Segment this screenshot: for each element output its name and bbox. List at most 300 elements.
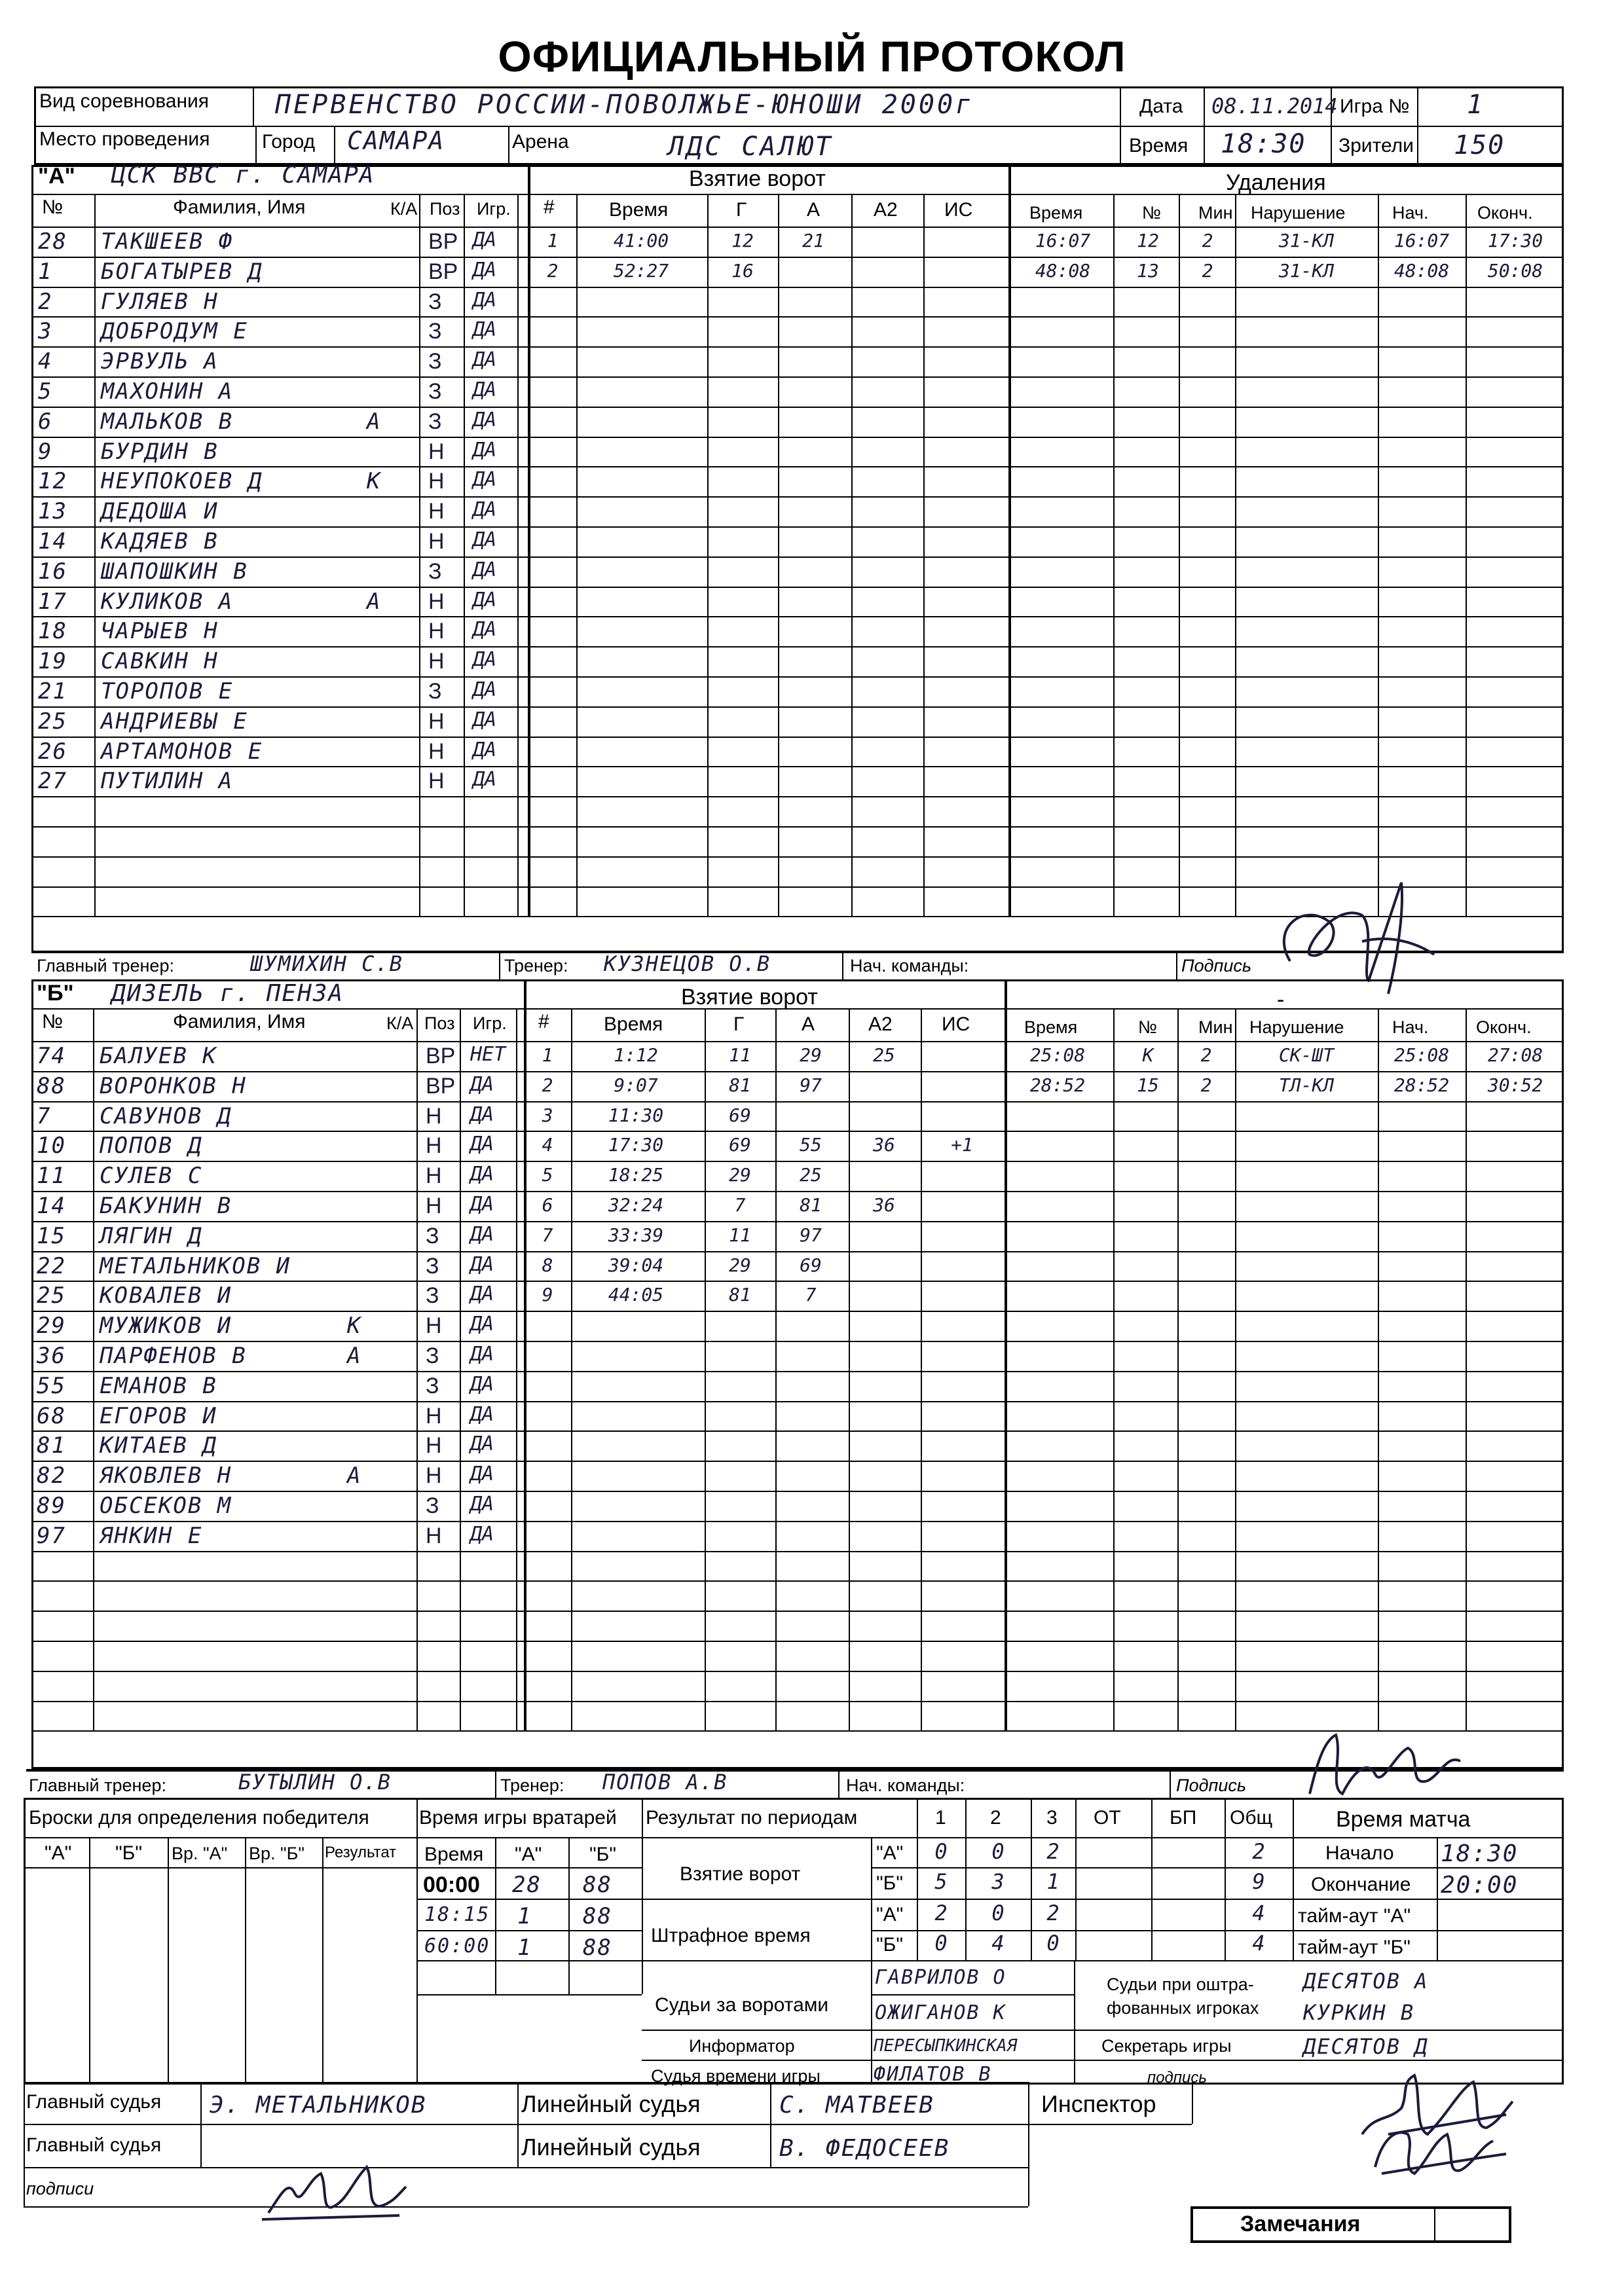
col-hash: # bbox=[544, 196, 555, 218]
period-col-2: 2 bbox=[990, 1807, 1001, 1829]
col-pen-min-b: Мин bbox=[1198, 1017, 1233, 1037]
inspector-signature bbox=[1356, 2108, 1513, 2187]
spectators-value: 150 bbox=[1454, 130, 1505, 160]
period-goals-b-3: 1 bbox=[1046, 1869, 1060, 1894]
penalty-player: К bbox=[1142, 1044, 1154, 1066]
goal-scorer: 81 bbox=[729, 1284, 751, 1306]
player-name: КАДЯЕВ В bbox=[101, 528, 219, 555]
team-a-chief-label: Нач. команды: bbox=[850, 956, 969, 975]
goal-scorer: 11 bbox=[729, 1044, 751, 1066]
team-a-head-coach: ШУМИХИН С.В bbox=[250, 951, 403, 976]
player-name: САВКИН Н bbox=[101, 648, 219, 675]
document-title: ОФИЦИАЛЬНЫЙ ПРОТОКОЛ bbox=[498, 32, 1126, 81]
date-label: Дата bbox=[1139, 96, 1183, 117]
player-name: ЭРВУЛЬ А bbox=[101, 348, 219, 375]
player-position: Н bbox=[426, 1523, 442, 1548]
timeout-a-label: тайм-аут "А" bbox=[1298, 1905, 1411, 1927]
player-name: ЧАРЫЕВ Н bbox=[101, 618, 219, 645]
shootout-col-gka: Вр. "А" bbox=[172, 1844, 228, 1863]
period-pim-a-6: 4 bbox=[1252, 1901, 1265, 1925]
goal-assist: 97 bbox=[800, 1074, 822, 1096]
goal-assist: 7 bbox=[805, 1284, 817, 1306]
period-col-so: БП bbox=[1170, 1807, 1197, 1829]
goalie-row-2-a: 1 bbox=[517, 1903, 532, 1929]
player-captain: А bbox=[347, 1343, 362, 1369]
goal-time: 44:05 bbox=[608, 1284, 664, 1306]
player-position: Н bbox=[428, 619, 445, 644]
player-played: ДА bbox=[470, 1102, 494, 1126]
goal-assist-2: 36 bbox=[873, 1194, 895, 1216]
goal-time: 18:25 bbox=[608, 1164, 664, 1186]
goal-assist: 25 bbox=[800, 1164, 822, 1186]
player-number: 55 bbox=[37, 1372, 66, 1399]
period-goals-a-2: 0 bbox=[991, 1839, 1005, 1864]
player-position: Н bbox=[428, 708, 445, 734]
player-played: ДА bbox=[470, 1193, 494, 1216]
team-b-head-coach: БУТЫЛИН О.В bbox=[238, 1770, 392, 1795]
goal-assist: 55 bbox=[800, 1134, 822, 1156]
periods-pim-b-tag: "Б" bbox=[876, 1934, 903, 1956]
penalty-player: 15 bbox=[1137, 1074, 1159, 1096]
player-position: З bbox=[426, 1283, 439, 1309]
secretary: ДЕСЯТОВ Д bbox=[1303, 2034, 1429, 2059]
col-pen-start-b: Нач. bbox=[1392, 1017, 1429, 1037]
goal-time: 1:12 bbox=[614, 1044, 658, 1066]
team-a-tag: "А" bbox=[38, 164, 75, 189]
period-pim-b-1: 0 bbox=[934, 1931, 948, 1956]
player-name: АНДРИЕВЫ Е bbox=[101, 708, 248, 735]
player-number: 14 bbox=[37, 1193, 66, 1219]
periods-pim-label: Штрафное время bbox=[651, 1925, 811, 1946]
player-number: 68 bbox=[37, 1402, 66, 1429]
penalty-minutes: 2 bbox=[1200, 1074, 1212, 1096]
player-played: ДА bbox=[470, 1222, 494, 1246]
player-played: ДА bbox=[470, 1343, 494, 1366]
linesman-2: В. ФЕДОСЕЕВ bbox=[779, 2135, 950, 2162]
shootout-col-b: "Б" bbox=[115, 1842, 142, 1864]
goal-scorer: 81 bbox=[729, 1074, 751, 1096]
timekeeper: ФИЛАТОВ В bbox=[874, 2063, 992, 2086]
penalty-minutes: 2 bbox=[1200, 1044, 1212, 1066]
player-position: Н bbox=[426, 1163, 442, 1189]
periods-title: Результат по периодам bbox=[646, 1807, 858, 1829]
col-pen-end: Оконч. bbox=[1477, 203, 1533, 223]
player-number: 2 bbox=[38, 288, 53, 315]
player-position: Н bbox=[426, 1433, 442, 1459]
game-label: Игра № bbox=[1340, 96, 1410, 117]
col-played: Игр. bbox=[477, 199, 511, 219]
player-played: ДА bbox=[470, 1072, 494, 1096]
goal-number: 3 bbox=[542, 1104, 553, 1126]
col-pos: Поз bbox=[430, 199, 460, 219]
player-name: ТАКШЕЕВ Ф bbox=[101, 228, 234, 255]
player-name: ВОРОНКОВ Н bbox=[100, 1072, 247, 1099]
goalie-row-1-a: 28 bbox=[512, 1872, 542, 1898]
penalty-minutes: 2 bbox=[1202, 259, 1213, 282]
player-position: Н bbox=[428, 738, 445, 764]
goal-assist: 21 bbox=[802, 230, 824, 251]
period-goals-b-6: 9 bbox=[1252, 1869, 1265, 1894]
period-goals-a-1: 0 bbox=[934, 1839, 948, 1864]
player-name: КУЛИКОВ А bbox=[101, 588, 234, 615]
player-name: САВУНОВ Д bbox=[100, 1102, 232, 1129]
player-played: ДА bbox=[473, 678, 497, 701]
goal-assist: 97 bbox=[800, 1224, 822, 1246]
period-col-3: 3 bbox=[1046, 1807, 1058, 1829]
goalie-row-1-time: 00:00 bbox=[423, 1872, 480, 1897]
team-a-head-coach-label: Главный тренер: bbox=[37, 956, 174, 975]
match-end: 20:00 bbox=[1441, 1872, 1519, 1899]
player-position: Н bbox=[428, 769, 445, 794]
col-g-b: Г bbox=[733, 1013, 745, 1035]
period-pim-b-2: 4 bbox=[991, 1931, 1005, 1956]
city-value: САМАРА bbox=[347, 126, 445, 155]
team-a-name: ЦСК ВВС г. САМАРА bbox=[111, 162, 375, 189]
penalty-player: 12 bbox=[1137, 230, 1159, 251]
goal-number: 9 bbox=[542, 1284, 553, 1306]
col-pen-viol: Нарушение bbox=[1251, 203, 1346, 223]
player-number: 97 bbox=[37, 1522, 66, 1549]
player-name: КИТАЕВ Д bbox=[100, 1432, 217, 1459]
player-number: 74 bbox=[37, 1043, 66, 1069]
player-number: 82 bbox=[37, 1463, 66, 1489]
goal-time: 39:04 bbox=[608, 1254, 664, 1276]
team-b-head-coach-label: Главный тренер: bbox=[29, 1776, 166, 1795]
player-name: СУЛЕВ С bbox=[100, 1163, 203, 1190]
col-pen-time: Время bbox=[1029, 203, 1083, 223]
player-number: 13 bbox=[38, 498, 67, 525]
player-captain: К bbox=[367, 468, 382, 495]
penalty-minutes: 2 bbox=[1202, 230, 1213, 251]
player-position: З bbox=[426, 1223, 439, 1248]
player-played: ДА bbox=[473, 228, 497, 251]
shootout-title: Броски для определения победителя bbox=[29, 1807, 369, 1829]
col-is: ИС bbox=[944, 199, 973, 221]
player-number: 81 bbox=[37, 1432, 66, 1459]
goal-number: 1 bbox=[542, 1044, 553, 1066]
goal-number: 8 bbox=[542, 1254, 553, 1276]
col-name-b: Фамилия, Имя bbox=[173, 1011, 306, 1032]
periods-goals-b-tag: "Б" bbox=[876, 1872, 903, 1894]
player-name: ДОБРОДУМ Е bbox=[101, 318, 248, 345]
time-value: 18:30 bbox=[1221, 129, 1306, 159]
player-position: Н bbox=[426, 1463, 442, 1489]
goal-situation: +1 bbox=[951, 1134, 973, 1156]
player-number: 25 bbox=[37, 1283, 66, 1309]
penalty-end: 27:08 bbox=[1487, 1044, 1543, 1066]
player-number: 22 bbox=[37, 1252, 66, 1279]
period-pim-b-3: 0 bbox=[1046, 1931, 1060, 1956]
player-position: З bbox=[428, 319, 442, 344]
player-played: ДА bbox=[470, 1252, 494, 1276]
period-col-total: Общ bbox=[1230, 1807, 1273, 1829]
player-captain: А bbox=[367, 408, 382, 435]
player-name: БАКУНИН В bbox=[100, 1193, 232, 1219]
player-played: ДА bbox=[470, 1283, 494, 1306]
player-number: 36 bbox=[37, 1343, 66, 1369]
penalty-start: 28:52 bbox=[1393, 1074, 1450, 1096]
col-pen-num-b: № bbox=[1138, 1017, 1157, 1037]
player-number: 12 bbox=[38, 468, 67, 495]
goal-number: 7 bbox=[542, 1224, 553, 1246]
goal-scorer: 29 bbox=[729, 1254, 751, 1276]
player-played: ДА bbox=[470, 1372, 494, 1396]
goal-judge-1: ГАВРИЛОВ О bbox=[875, 1966, 1006, 1989]
goalie-row-2-b: 88 bbox=[583, 1903, 612, 1929]
player-played: ДА bbox=[473, 438, 497, 462]
goal-time: 32:24 bbox=[608, 1194, 664, 1216]
goalie-time-title: Время игры вратарей bbox=[419, 1807, 617, 1829]
player-name: ТОРОПОВ Е bbox=[101, 678, 234, 704]
team-b-coach-label: Тренер: bbox=[500, 1776, 564, 1795]
player-name: ПУТИЛИН А bbox=[101, 768, 234, 795]
penalty-time: 28:52 bbox=[1029, 1074, 1086, 1096]
secretary-label: Секретарь игры bbox=[1101, 2036, 1232, 2056]
player-number: 11 bbox=[37, 1163, 66, 1190]
head-ref-signature bbox=[255, 2141, 413, 2226]
team-b-block bbox=[31, 979, 1564, 1769]
player-number: 9 bbox=[38, 438, 53, 465]
goal-assist-2: 25 bbox=[873, 1044, 895, 1066]
arena-label: Арена bbox=[512, 131, 569, 153]
player-played: ДА bbox=[473, 408, 497, 431]
player-name: ПАРФЕНОВ В bbox=[100, 1343, 247, 1369]
officials-sign-label: подпись bbox=[1147, 2069, 1207, 2086]
player-number: 89 bbox=[37, 1493, 66, 1519]
player-position: ВР bbox=[426, 1073, 456, 1099]
head-ref-label-2: Главный судья bbox=[26, 2134, 162, 2156]
linesman-1: С. МАТВЕЕВ bbox=[779, 2092, 934, 2119]
player-number: 25 bbox=[38, 708, 67, 735]
player-position: Н bbox=[428, 469, 445, 494]
inspector-label: Инспектор bbox=[1041, 2090, 1156, 2117]
periods-goals-a-tag: "А" bbox=[876, 1842, 904, 1864]
goal-time: 52:27 bbox=[613, 259, 669, 282]
player-played: ДА bbox=[473, 258, 497, 282]
penalty-violation: ТЛ-КЛ bbox=[1278, 1074, 1335, 1096]
player-name: ЯКОВЛЕВ Н bbox=[100, 1463, 232, 1489]
goal-scorer: 16 bbox=[731, 259, 754, 282]
col-g: Г bbox=[736, 199, 747, 221]
goal-time: 41:00 bbox=[613, 230, 669, 251]
player-number: 18 bbox=[38, 618, 67, 645]
goal-time: 9:07 bbox=[614, 1074, 658, 1096]
player-name: ГУЛЯЕВ Н bbox=[101, 288, 219, 315]
player-number: 5 bbox=[38, 378, 53, 405]
penalty-violation: 31-КЛ bbox=[1278, 230, 1335, 251]
player-name: МАЛЬКОВ В bbox=[101, 408, 234, 435]
goal-time: 33:39 bbox=[608, 1224, 664, 1246]
shootout-col-result: Результат bbox=[325, 1844, 397, 1861]
player-number: 3 bbox=[38, 318, 53, 345]
penalty-violation: 31-КЛ bbox=[1278, 259, 1335, 282]
col-num: № bbox=[42, 196, 64, 218]
period-pim-a-3: 2 bbox=[1046, 1901, 1060, 1925]
col-is-b: ИС bbox=[942, 1013, 970, 1035]
player-position: З bbox=[428, 379, 442, 404]
penalty-time: 25:08 bbox=[1029, 1044, 1086, 1066]
penalty-judge-1: ДЕСЯТОВ А bbox=[1303, 1969, 1429, 1994]
player-position: Н bbox=[426, 1403, 442, 1429]
col-time-b: Время bbox=[604, 1013, 663, 1035]
periods-goals-label: Взятие ворот bbox=[680, 1863, 801, 1885]
player-number: 88 bbox=[37, 1072, 66, 1099]
penalty-end: 50:08 bbox=[1487, 259, 1543, 282]
goalie-row-3-b: 88 bbox=[583, 1935, 612, 1961]
team-a-penalties-title: Удаления bbox=[1226, 170, 1326, 195]
period-pim-a-2: 0 bbox=[991, 1901, 1005, 1925]
team-b-sign-label: Подпись bbox=[1176, 1776, 1247, 1795]
team-a-coach: КУЗНЕЦОВ О.В bbox=[604, 951, 771, 976]
player-played: ДА bbox=[473, 648, 497, 672]
col-a: А bbox=[807, 199, 821, 221]
col-ka: К/А bbox=[390, 199, 418, 219]
player-played: ДА bbox=[473, 768, 497, 792]
player-number: 14 bbox=[38, 528, 67, 555]
player-name: БУРДИН В bbox=[101, 438, 219, 465]
player-number: 26 bbox=[38, 738, 67, 765]
player-played: ДА bbox=[470, 1163, 494, 1186]
match-time-title: Время матча bbox=[1336, 1807, 1471, 1832]
player-played: ДА bbox=[473, 618, 497, 642]
player-name: АРТАМОНОВ Е bbox=[101, 738, 263, 765]
head-ref-1: Э. МЕТАЛЬНИКОВ bbox=[210, 2092, 427, 2119]
goal-assist: 69 bbox=[800, 1254, 822, 1276]
player-played: ДА bbox=[470, 1493, 494, 1516]
goalie-row-2-time: 18:15 bbox=[424, 1903, 490, 1926]
goalie-col-b: "Б" bbox=[589, 1844, 616, 1865]
team-b-signature bbox=[1297, 1715, 1467, 1807]
player-played: ДА bbox=[470, 1463, 494, 1486]
player-position: Н bbox=[426, 1313, 442, 1339]
player-name: КОВАЛЕВ И bbox=[100, 1283, 232, 1309]
player-number: 10 bbox=[37, 1133, 66, 1159]
player-position: ВР bbox=[428, 229, 458, 254]
penalty-start: 25:08 bbox=[1393, 1044, 1450, 1066]
player-name: МУЖИКОВ И bbox=[100, 1313, 232, 1339]
goal-assist: 29 bbox=[800, 1044, 822, 1066]
player-name: ЕГОРОВ И bbox=[100, 1402, 217, 1429]
goalie-row-3-a: 1 bbox=[517, 1935, 532, 1961]
player-played: ДА bbox=[473, 738, 497, 761]
period-goals-b-2: 3 bbox=[991, 1869, 1005, 1894]
player-played: ДА bbox=[473, 378, 497, 401]
player-number: 27 bbox=[38, 768, 67, 795]
player-name: ОБСЕКОВ М bbox=[100, 1493, 232, 1519]
period-col-1: 1 bbox=[935, 1807, 946, 1829]
player-number: 15 bbox=[37, 1222, 66, 1249]
linesman-label-1: Линейный судья bbox=[521, 2090, 701, 2117]
player-position: Н bbox=[426, 1194, 442, 1218]
col-num-b: № bbox=[42, 1011, 64, 1032]
player-position: З bbox=[428, 679, 442, 704]
player-played: ДА bbox=[470, 1402, 494, 1426]
player-position: Н bbox=[428, 589, 445, 614]
col-ka-b: К/А bbox=[386, 1013, 414, 1033]
goalie-col-time: Время bbox=[424, 1844, 484, 1865]
player-played: ДА bbox=[470, 1432, 494, 1456]
player-position: З bbox=[428, 289, 442, 314]
period-goals-a-3: 2 bbox=[1046, 1839, 1060, 1864]
timeout-b-label: тайм-аут "Б" bbox=[1298, 1937, 1411, 1958]
col-pen-time-b: Время bbox=[1024, 1017, 1078, 1037]
penalty-time: 16:07 bbox=[1035, 230, 1091, 251]
timekeeper-label: Судья времени игры bbox=[651, 2066, 821, 2086]
penalty-start: 48:08 bbox=[1393, 259, 1450, 282]
penalty-start: 16:07 bbox=[1393, 230, 1450, 251]
col-pen-num: № bbox=[1142, 203, 1161, 223]
col-name: Фамилия, Имя bbox=[173, 196, 306, 218]
player-number: 7 bbox=[37, 1102, 52, 1129]
competition-label: Вид соревнования bbox=[39, 90, 210, 112]
goal-scorer: 29 bbox=[729, 1164, 751, 1186]
player-number: 4 bbox=[38, 348, 53, 375]
goalie-row-1-b: 88 bbox=[583, 1872, 612, 1898]
player-position: Н bbox=[426, 1103, 442, 1129]
player-number: 6 bbox=[38, 408, 53, 435]
period-goals-a-6: 2 bbox=[1252, 1839, 1265, 1864]
col-a2: А2 bbox=[874, 199, 898, 221]
game-value: 1 bbox=[1467, 90, 1485, 120]
player-name: БОГАТЫРЕВ Д bbox=[101, 258, 263, 285]
informer: ПЕРЕСЫПКИНСКАЯ bbox=[874, 2036, 1018, 2056]
col-time: Время bbox=[609, 199, 669, 221]
player-played: ДА bbox=[473, 588, 497, 611]
player-number: 17 bbox=[38, 588, 67, 615]
player-number: 1 bbox=[38, 258, 53, 285]
match-start-label: Начало bbox=[1325, 1842, 1394, 1864]
player-position: З bbox=[426, 1373, 439, 1398]
penalty-end: 30:52 bbox=[1487, 1074, 1543, 1096]
player-name: ДЕДОША И bbox=[101, 498, 219, 525]
player-played: ДА bbox=[473, 348, 497, 372]
goal-number: 6 bbox=[542, 1194, 553, 1216]
penalty-judges-label-1: Судьи при оштра- bbox=[1107, 1975, 1254, 1994]
team-b-goals-title: Взятие ворот bbox=[681, 985, 818, 1010]
col-pen-min: Мин bbox=[1198, 203, 1233, 223]
player-position: З bbox=[428, 409, 442, 434]
penalty-time: 48:08 bbox=[1035, 259, 1091, 282]
player-name: ШАПОШКИН В bbox=[101, 558, 248, 585]
team-a-sign-label: Подпись bbox=[1181, 956, 1252, 975]
signatures-label: подписи bbox=[26, 2179, 94, 2198]
team-b-tag: "Б" bbox=[37, 981, 74, 1006]
col-pen-end-b: Оконч. bbox=[1476, 1017, 1532, 1037]
period-goals-b-1: 5 bbox=[934, 1869, 948, 1894]
player-played: ДА bbox=[473, 708, 497, 731]
player-played: ДА bbox=[473, 558, 497, 581]
goal-number: 1 bbox=[547, 230, 559, 251]
goal-scorer: 11 bbox=[729, 1224, 751, 1246]
player-name: НЕУПОКОЕВ Д bbox=[101, 468, 263, 495]
player-captain: А bbox=[347, 1463, 362, 1489]
date-value: 08.11.2014 bbox=[1211, 94, 1338, 118]
player-position: З bbox=[428, 558, 442, 584]
goal-number: 2 bbox=[542, 1074, 553, 1096]
player-captain: А bbox=[367, 588, 382, 615]
col-pos-b: Поз bbox=[424, 1013, 455, 1033]
goal-scorer: 69 bbox=[729, 1134, 751, 1156]
penalty-judge-2: КУРКИН В bbox=[1303, 2000, 1415, 2025]
goal-assist: 81 bbox=[800, 1194, 822, 1216]
match-start: 18:30 bbox=[1441, 1840, 1519, 1867]
linesman-label-2: Линейный судья bbox=[521, 2134, 701, 2160]
player-name: МЕТАЛЬНИКОВ И bbox=[100, 1252, 291, 1279]
competition-value: ПЕРВЕНСТВО РОССИИ-ПОВОЛЖЬЕ-ЮНОШИ 2000г bbox=[275, 90, 974, 120]
col-pen-start: Нач. bbox=[1392, 203, 1429, 223]
team-b-coach: ПОПОВ А.В bbox=[602, 1770, 728, 1795]
shootout-col-gkb: Вр. "Б" bbox=[249, 1844, 304, 1863]
